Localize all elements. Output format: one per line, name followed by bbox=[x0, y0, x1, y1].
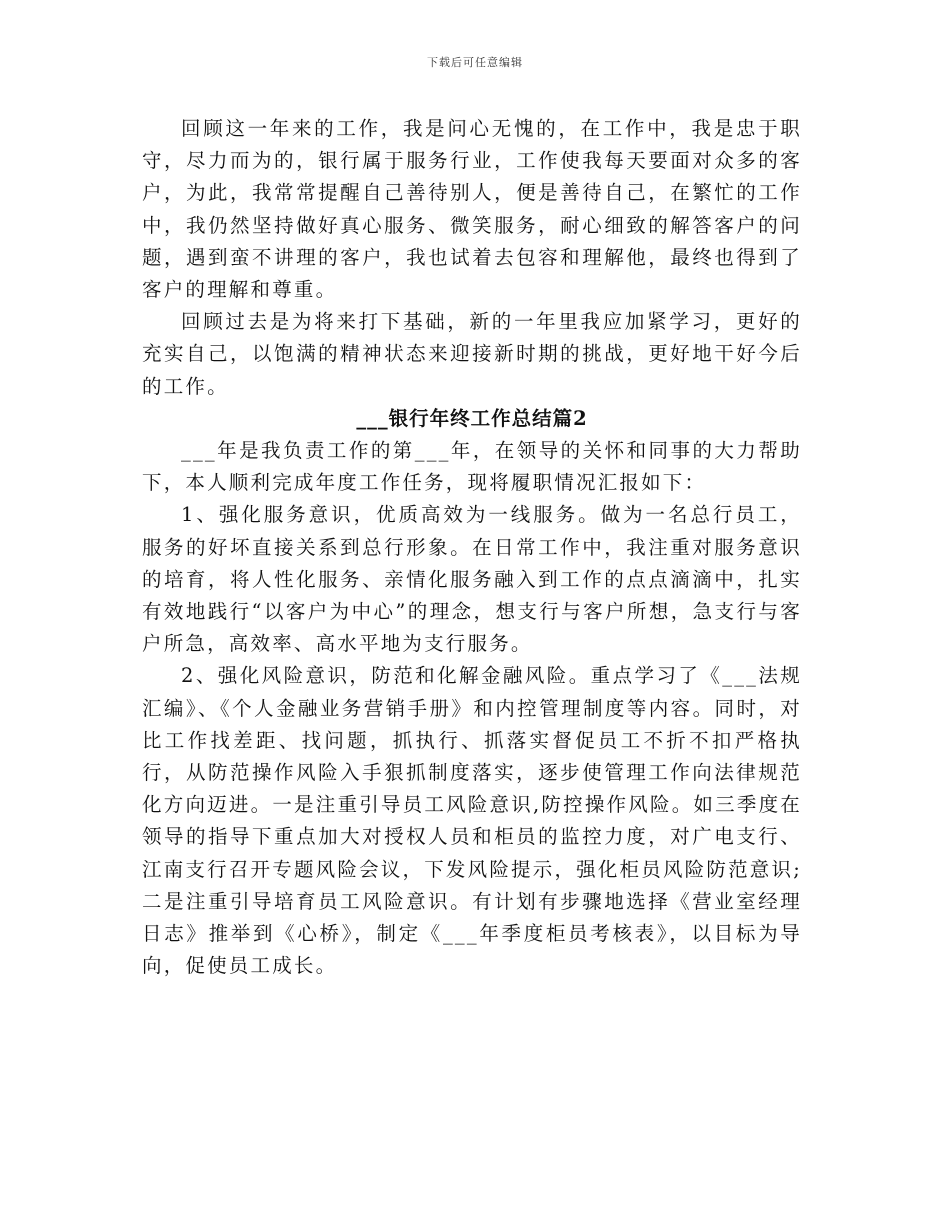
paragraph-review-work: 回顾这一年来的工作，我是问心无愧的，在工作中，我是忠于职守，尽力而为的，银行属于服务行业，工作使我每天要面对众多的客户，为此，我常常提醒自己善待别人，便是善待自己，在繁忙的工作中，我仍然坚持做好真心服务、微笑服务，耐心细致的解答客户的问题，遇到蛮不讲理的客户，我也试着去包容和理解他，最终也得到了客户的理解和尊重。 bbox=[142, 117, 802, 302]
section-title: ___银行年终工作总结篇2 bbox=[356, 406, 588, 430]
page-header-note: 下载后可任意编辑 bbox=[427, 56, 523, 69]
document-body bbox=[142, 113, 802, 982]
paragraph-risk-awareness: 2、强化风险意识，防范和化解金融风险。重点学习了《___法规汇编》、《个人金融业务营销手册》和内控管理制度等内容。同时，对比工作找差距、找问题，抓执行、抓落实督促员工不折不扣严格执行，从防范操作风险入手狠抓制度落实，逐步使管理工作向法律规范化方向迈进。一是注重引导员工风险意识,防控操作风险。如三季度在领导的指导下重点加大对授权人员和柜员的监控力度，对广电支行、江南支行召开专题风险会议，下发风险提示，强化柜员风险防范意识;二是注重引导培育员工风险意识。有计划有步骤地选择《营业室经理日志》推举到《心桥》，制定《___年季度柜员考核表》，以目标为导向，促使员工成长。 bbox=[142, 664, 802, 978]
paragraph-review-future: 回顾过去是为将来打下基础，新的一年里我应加紧学习，更好的充实自己，以饱满的精神状态来迎接新时期的挑战，更好地干好今后的工作。 bbox=[142, 310, 802, 398]
paragraph-service-awareness: 1、强化服务意识，优质高效为一线服务。做为一名总行员工，服务的好坏直接关系到总行形象。在日常工作中，我注重对服务意识的培育，将人性化服务、亲情化服务融入到工作的点点滴滴中，扎实有效地践行“以客户为中心”的理念，想支行与客户所想，急支行与客户所急，高效率、高水平地为支行服务。 bbox=[142, 503, 802, 656]
paragraph-intro: ___年是我负责工作的第___年，在领导的关怀和同事的大力帮助下，本人顺利完成年度工作任务，现将履职情况汇报如下： bbox=[142, 439, 802, 495]
